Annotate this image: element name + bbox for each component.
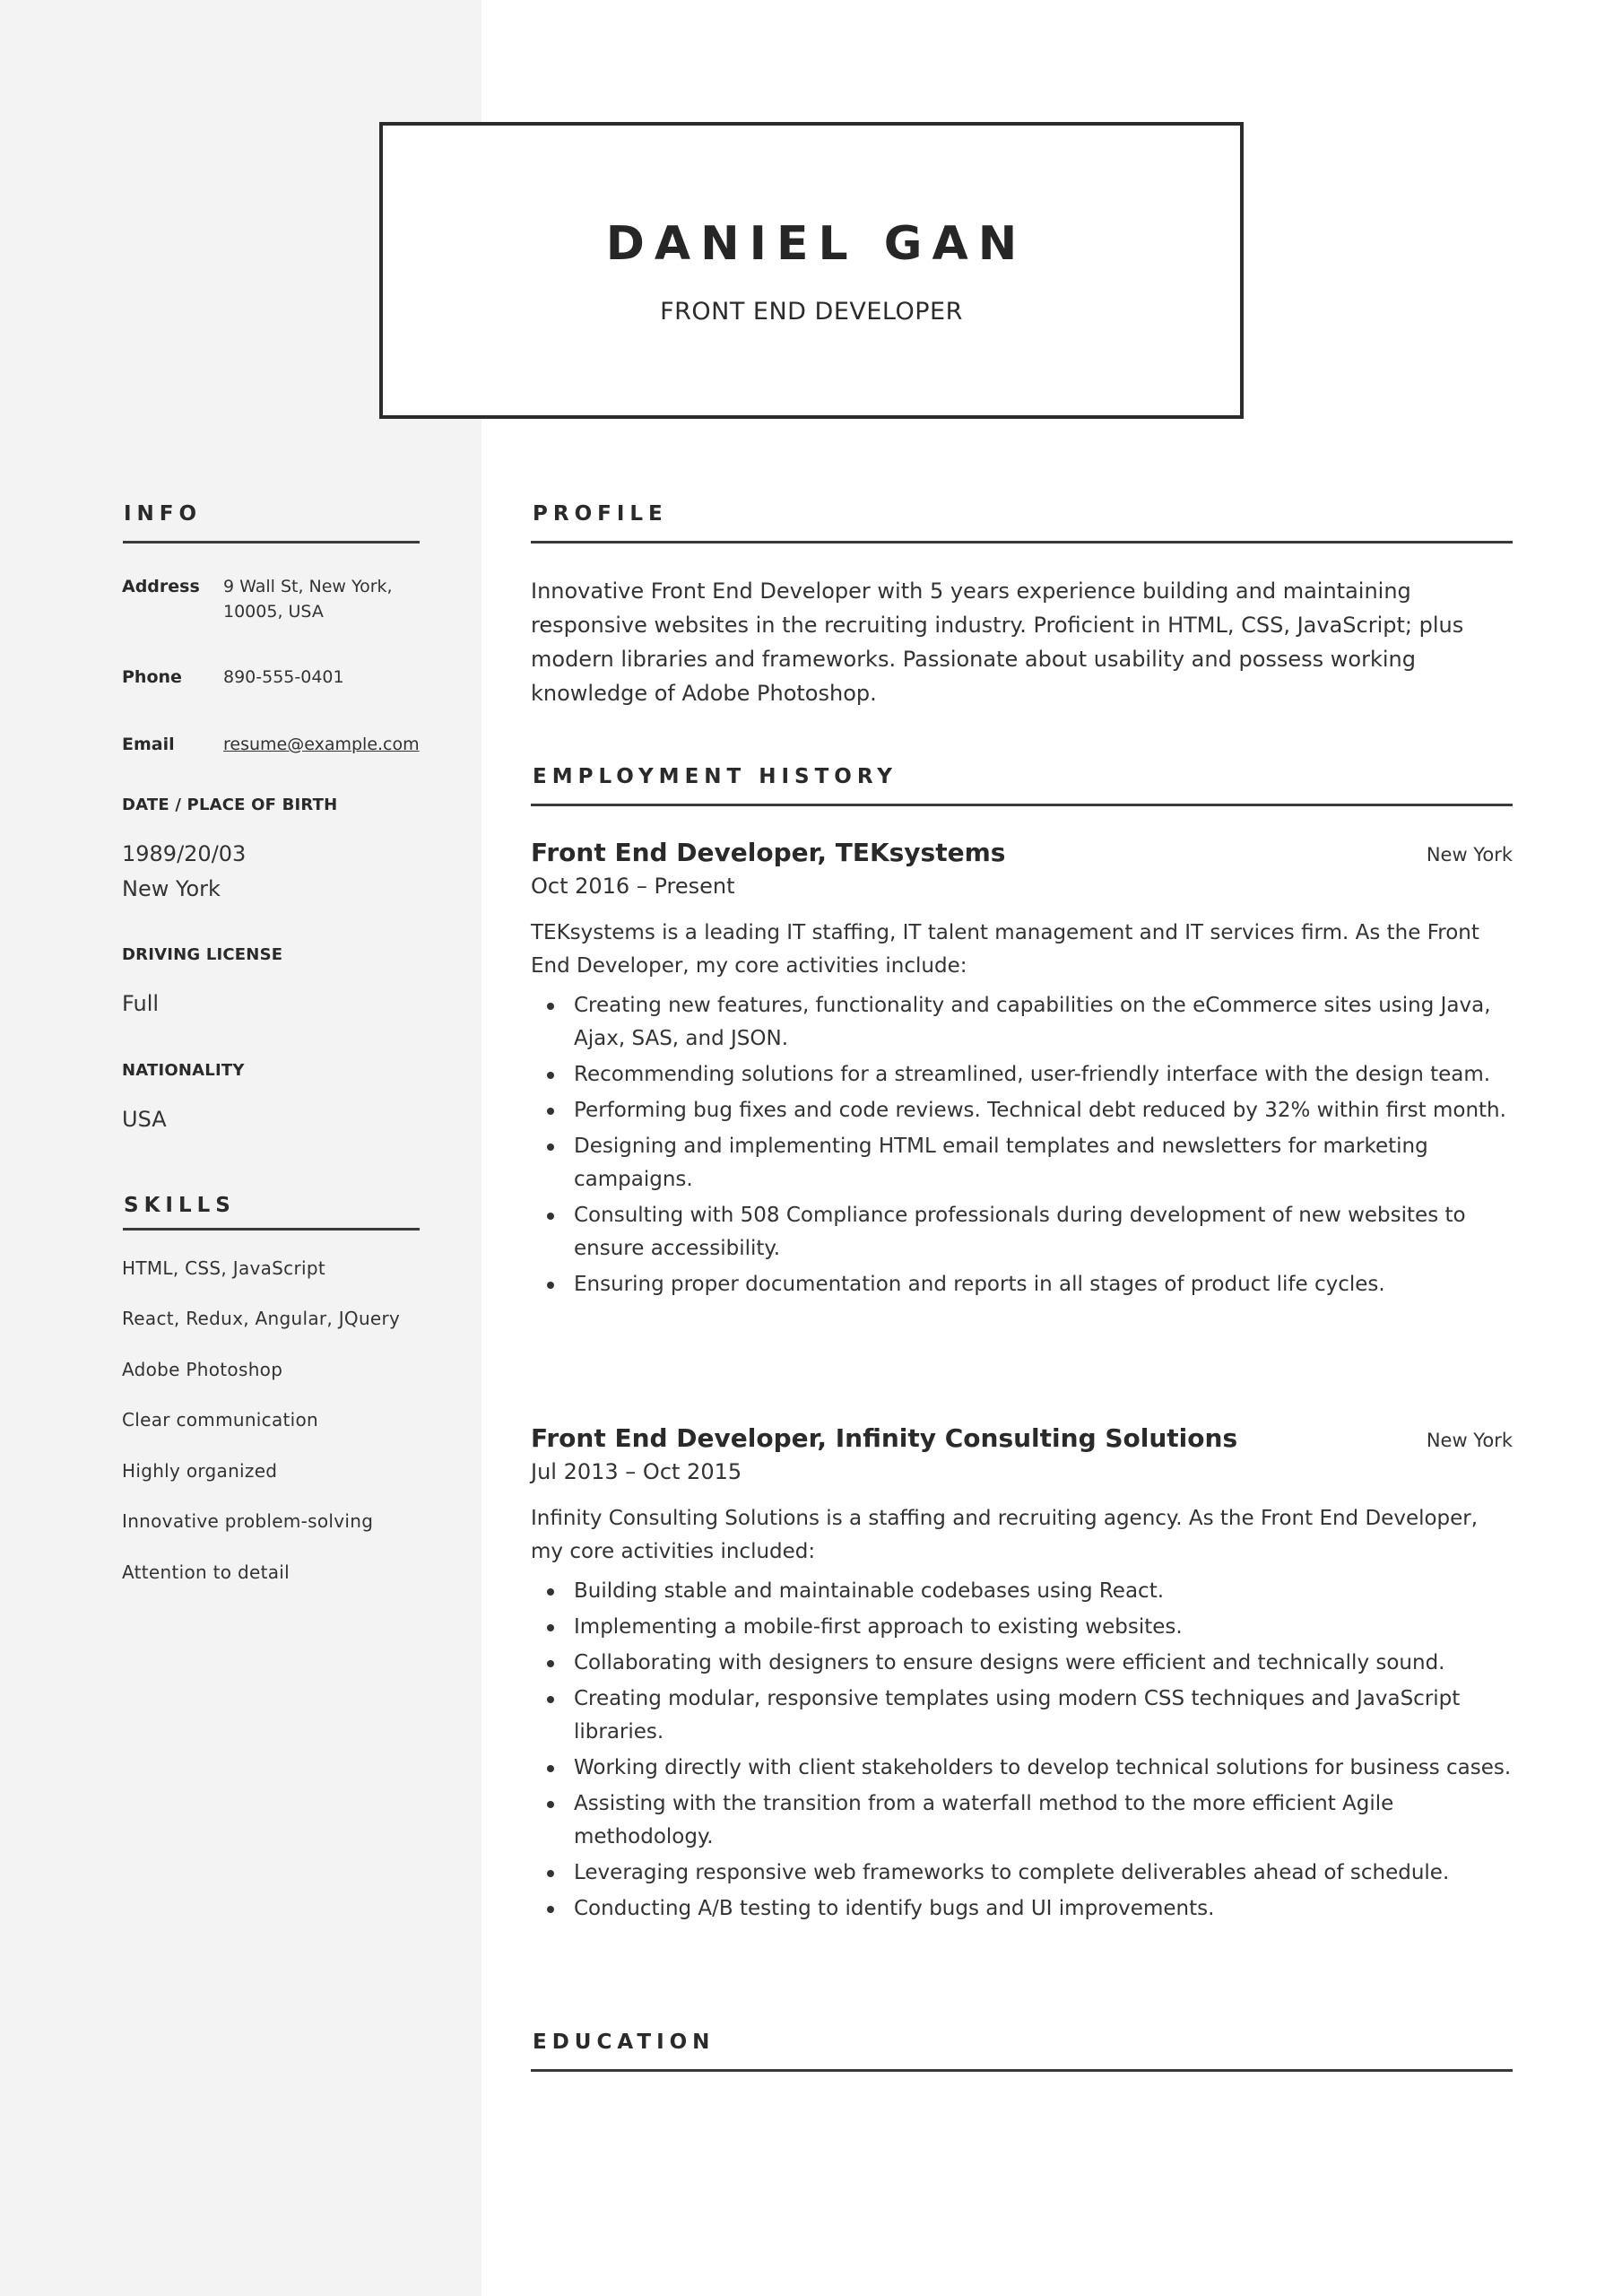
skills-heading: SKILLS [124,1194,236,1217]
job-dates: Jul 2013 – Oct 2015 [531,1459,742,1484]
job-title: Front End Developer, Infinity Consulting Solutions [531,1423,1238,1453]
job-bullet: Performing bug fixes and code reviews. Technical debt reduced by 32% within first month. [531,1094,1513,1127]
skill-item: HTML, CSS, JavaScript [122,1257,325,1279]
address-label: Address [122,577,200,596]
driving-license-value: Full [122,991,160,1016]
job-bullet: Recommending solutions for a streamlined, user-friendly interface with the design team. [531,1058,1513,1091]
driving-license-label: DRIVING LICENSE [122,945,283,964]
birth-date: 1989/20/03 [122,841,247,866]
job-bullet: Creating modular, responsive templates using modern CSS techniques and JavaScript libraries. [531,1683,1513,1749]
job-bullet: Building stable and maintainable codebases using React. [531,1575,1513,1608]
job-city: New York [1426,844,1513,865]
address-line-2: 10005, USA [223,602,324,622]
nationality-label: NATIONALITY [122,1061,245,1080]
education-heading: EDUCATION [533,2031,716,2054]
job-entry [531,838,1513,1304]
job-bullets [531,989,1513,1301]
job-entry [531,1423,1513,1928]
job-bullet: Ensuring proper documentation and reports in all stages of product life cycles. [531,1268,1513,1301]
job-bullet: Conducting A/B testing to identify bugs and UI improvements. [531,1892,1513,1926]
phone-value: 890-555-0401 [223,667,344,687]
job-bullet: Implementing a mobile-first approach to existing websites. [531,1611,1513,1644]
skill-item: Innovative problem-solving [122,1510,374,1532]
job-description: Infinity Consulting Solutions is a staffing and recruiting agency. As the Front End Developer, my core activities included: [531,1507,1479,1563]
employment-divider [531,804,1513,806]
email-link[interactable]: resume@example.com [223,735,420,754]
skill-item: Clear communication [122,1409,319,1431]
job-description: TEKsystems is a leading IT staffing, IT talent management and IT services firm. As the Front End Developer, my core activities include: [531,921,1479,978]
skill-item: Attention to detail [122,1561,291,1583]
birth-label: DATE / PLACE OF BIRTH [122,796,338,814]
profile-divider [531,541,1513,544]
profile-text: Innovative Front End Developer with 5 years experience building and maintaining responsive websites in the recruiting industry. Proficient in HTML, CSS, JavaScript; plus modern libraries and frameworks. Passionate about usability and possess working knowledge of Adobe Photoshop. [531,578,1464,706]
phone-label: Phone [122,667,182,687]
skill-item: React, Redux, Angular, JQuery [122,1308,401,1329]
job-bullet: Working directly with client stakeholders to develop technical solutions for business cases. [531,1752,1513,1785]
nationality-value: USA [122,1107,167,1132]
job-bullet: Designing and implementing HTML email templates and newsletters for marketing campaigns. [531,1130,1513,1196]
profile-heading: PROFILE [533,502,668,526]
skill-item: Adobe Photoshop [122,1359,283,1380]
candidate-name: DANIEL GAN [605,217,1028,271]
job-bullet: Leveraging responsive web frameworks to complete deliverables ahead of schedule. [531,1857,1513,1890]
email-label: Email [122,735,175,754]
job-bullet: Collaborating with designers to ensure designs were efficient and technically sound. [531,1647,1513,1680]
job-dates: Oct 2016 – Present [531,874,735,899]
job-bullet: Creating new features, functionality and capabilities on the eCommerce sites using Java, Ajax, SAS, and JSON. [531,989,1513,1056]
job-city: New York [1426,1430,1513,1451]
education-divider [531,2069,1513,2072]
skills-divider [123,1228,420,1231]
birth-place: New York [122,876,221,901]
info-divider [123,541,420,544]
employment-heading: EMPLOYMENT HISTORY [533,765,898,788]
address-line-1: 9 Wall St, New York, [223,577,393,596]
header-box [379,122,1244,419]
job-title: Front End Developer, TEKsystems [531,838,1006,867]
job-title-header: FRONT END DEVELOPER [660,298,963,326]
skill-item: Highly organized [122,1460,278,1482]
job-bullet: Consulting with 508 Compliance professionals during development of new websites to ensure accessibility. [531,1199,1513,1265]
info-heading: INFO [124,502,203,526]
job-bullets [531,1575,1513,1926]
job-bullet: Assisting with the transition from a waterfall method to the more efficient Agile methodology. [531,1787,1513,1854]
